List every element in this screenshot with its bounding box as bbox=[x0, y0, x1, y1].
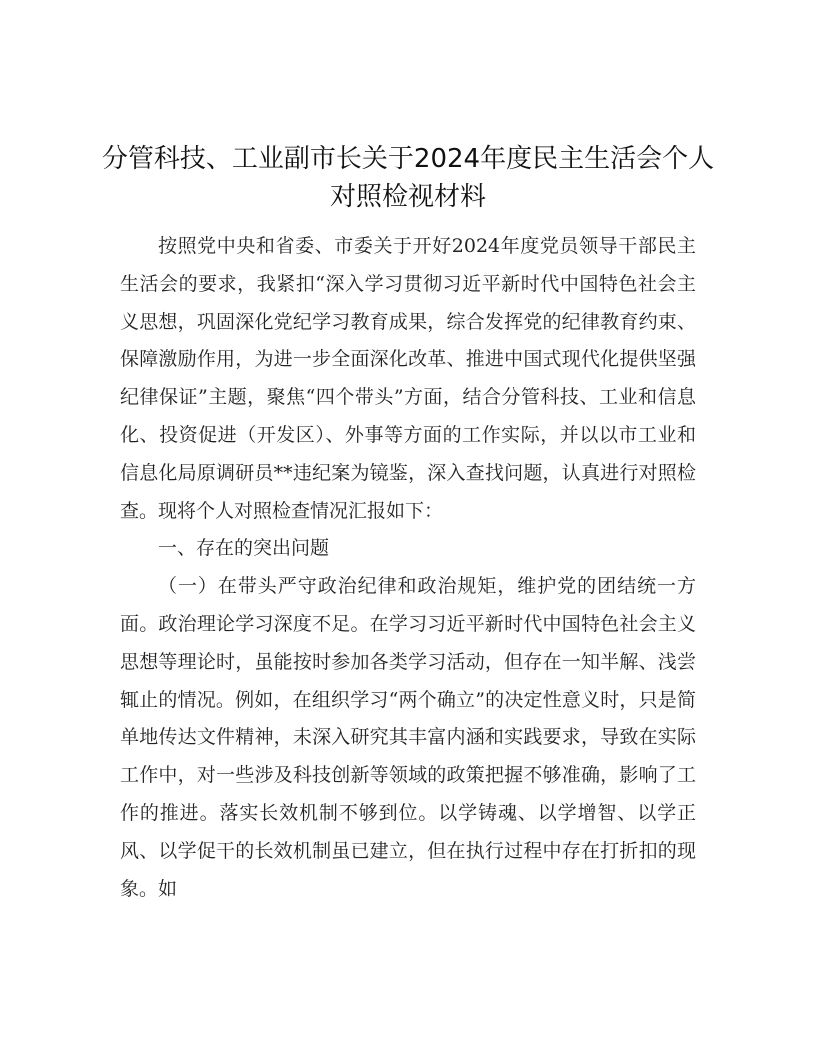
body-paragraph: （一）在带头严守政治纪律和政治规矩，维护党的团结统一方面。政治理论学习深度不足。在学习习近平新时代中国特色社会主义思想等理论时，虽能按时参加各类学习活动，但存在一知半解、浅尝辄止的情况。例如，在组织学习“两个确立”的决定性意义时，只是简单地传达文件精神，未深入研究其丰富内涵和实践要求，导致在实际工作中，对一些涉及科技创新等领域的政策把握不够准确，影响了工作的推进。落实长效机制不够到位。以学铸魂、以学增智、以学正风、以学促干的长效机制虽已建立，但在执行过程中存在打折扣的现象。如 bbox=[120, 575, 696, 900]
document-title: 分管科技、工业副市长关于2024年度民主生活会个人对照检视材料 bbox=[101, 144, 715, 212]
document-body bbox=[120, 228, 696, 908]
intro-paragraph: 按照党中央和省委、市委关于开好2024年度党员领导干部民主生活会的要求，我紧扣“深入学习贯彻习近平新时代中国特色社会主义思想，巩固深化党纪学习教育成果，综合发挥党的纪律教育约束、保障激励作用，为进一步全面深化改革、推进中国式现代化提供坚强纪律保证”主题，聚焦“四个带头”方面，结合分管科技、工业和信息化、投资促进（开发区）、外事等方面的工作实际，并以以市工业和信息化局原调研员**违纪案为镜鉴，深入查找问题，认真进行对照检查。现将个人对照检查情况汇报如下： bbox=[120, 235, 696, 522]
section-heading: 一、存在的突出问题 bbox=[158, 537, 330, 560]
